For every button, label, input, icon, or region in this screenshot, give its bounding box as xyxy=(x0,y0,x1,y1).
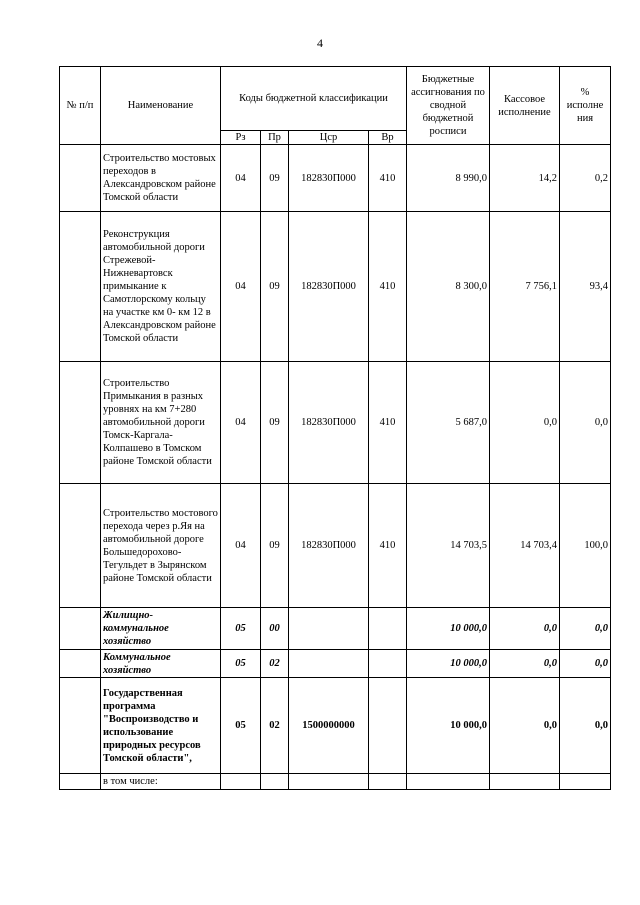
cell-pr: 00 xyxy=(261,608,289,650)
cell-pr xyxy=(261,774,289,790)
cell-alloc: 10 000,0 xyxy=(407,678,490,774)
cell-alloc: 8 990,0 xyxy=(407,145,490,212)
table-row xyxy=(60,608,611,650)
cell-cash xyxy=(490,774,560,790)
cell-alloc: 10 000,0 xyxy=(407,650,490,678)
cell-rz: 04 xyxy=(221,484,261,608)
cell-num xyxy=(60,650,101,678)
table-row xyxy=(60,362,611,484)
cell-pct: 0,0 xyxy=(560,678,611,774)
cell-rz: 04 xyxy=(221,362,261,484)
cell-csr xyxy=(289,774,369,790)
cell-cash: 0,0 xyxy=(490,608,560,650)
cell-cash: 0,0 xyxy=(490,678,560,774)
page-number: 4 xyxy=(317,36,323,50)
cell-pr: 02 xyxy=(261,678,289,774)
cell-pct: 0,0 xyxy=(560,650,611,678)
cell-csr: 1500000000 xyxy=(289,678,369,774)
cell-rz: 05 xyxy=(221,650,261,678)
cell-pr: 02 xyxy=(261,650,289,678)
cell-pr: 09 xyxy=(261,484,289,608)
cell-rz: 05 xyxy=(221,678,261,774)
header-pr: Пр xyxy=(261,131,289,145)
cell-pct: 0,2 xyxy=(560,145,611,212)
cell-csr: 182830П000 xyxy=(289,484,369,608)
header-alloc: Бюджетные ассигнования по сводной бюджетной росписи xyxy=(407,67,490,145)
cell-name: Строительство мостового перехода через р.Яя на автомобильной дороге Большедорохово-Тегульдет в Зырянском районе Томской области xyxy=(101,484,221,608)
cell-cash: 0,0 xyxy=(490,362,560,484)
cell-csr xyxy=(289,608,369,650)
cell-vr: 410 xyxy=(369,484,407,608)
cell-vr xyxy=(369,650,407,678)
table-row xyxy=(60,678,611,774)
cell-num xyxy=(60,212,101,362)
cell-csr: 182830П000 xyxy=(289,212,369,362)
cell-rz: 04 xyxy=(221,145,261,212)
cell-pct: 93,4 xyxy=(560,212,611,362)
cell-vr xyxy=(369,678,407,774)
cell-cash: 7 756,1 xyxy=(490,212,560,362)
cell-alloc xyxy=(407,774,490,790)
cell-num xyxy=(60,774,101,790)
cell-num xyxy=(60,484,101,608)
cell-num xyxy=(60,678,101,774)
cell-csr xyxy=(289,650,369,678)
cell-name: Строительство Примыкания в разных уровнях на км 7+280 автомобильной дороги Томск-Каргала-Колпашево в Томском районе Томской области xyxy=(101,362,221,484)
header-vr: Вр xyxy=(369,131,407,145)
table-row xyxy=(60,650,611,678)
cell-pct: 0,0 xyxy=(560,608,611,650)
table-row xyxy=(60,774,611,790)
cell-vr xyxy=(369,608,407,650)
cell-vr: 410 xyxy=(369,145,407,212)
cell-name: в том числе: xyxy=(101,774,221,790)
cell-pr: 09 xyxy=(261,145,289,212)
cell-alloc: 10 000,0 xyxy=(407,608,490,650)
cell-name: Коммунальное хозяйство xyxy=(101,650,221,678)
cell-name: Реконструкция автомобильной дороги Стрежевой-Нижневартовск примыкание к Самотлорскому кольцу на участке км 0- км 12 в Александровском районе Томской области xyxy=(101,212,221,362)
cell-alloc: 5 687,0 xyxy=(407,362,490,484)
header-cash: Кассовое исполнение xyxy=(490,67,560,145)
cell-vr: 410 xyxy=(369,212,407,362)
table-row xyxy=(60,145,611,212)
cell-pct xyxy=(560,774,611,790)
cell-num xyxy=(60,362,101,484)
cell-pr: 09 xyxy=(261,362,289,484)
cell-csr: 182830П000 xyxy=(289,145,369,212)
header-codes: Коды бюджетной классификации xyxy=(221,67,407,131)
cell-name: Государственная программа "Воспроизводство и использование природных ресурсов Томской области", xyxy=(101,678,221,774)
cell-alloc: 8 300,0 xyxy=(407,212,490,362)
header-rz: Рз xyxy=(221,131,261,145)
cell-cash: 14,2 xyxy=(490,145,560,212)
budget-table xyxy=(59,66,611,790)
cell-vr xyxy=(369,774,407,790)
table-row xyxy=(60,484,611,608)
cell-num xyxy=(60,145,101,212)
header-csr: Цср xyxy=(289,131,369,145)
cell-cash: 0,0 xyxy=(490,650,560,678)
cell-pct: 0,0 xyxy=(560,362,611,484)
cell-pct: 100,0 xyxy=(560,484,611,608)
header-pct: % исполне ния xyxy=(560,67,611,145)
header-num: № п/п xyxy=(60,67,101,145)
cell-pr: 09 xyxy=(261,212,289,362)
cell-alloc: 14 703,5 xyxy=(407,484,490,608)
cell-num xyxy=(60,608,101,650)
cell-cash: 14 703,4 xyxy=(490,484,560,608)
cell-rz: 04 xyxy=(221,212,261,362)
cell-name: Жилищно-коммунальное хозяйство xyxy=(101,608,221,650)
cell-rz: 05 xyxy=(221,608,261,650)
cell-name: Строительство мостовых переходов в Александровском районе Томской области xyxy=(101,145,221,212)
cell-csr: 182830П000 xyxy=(289,362,369,484)
cell-rz xyxy=(221,774,261,790)
cell-vr: 410 xyxy=(369,362,407,484)
table-row xyxy=(60,212,611,362)
header-name: Наименование xyxy=(101,67,221,145)
